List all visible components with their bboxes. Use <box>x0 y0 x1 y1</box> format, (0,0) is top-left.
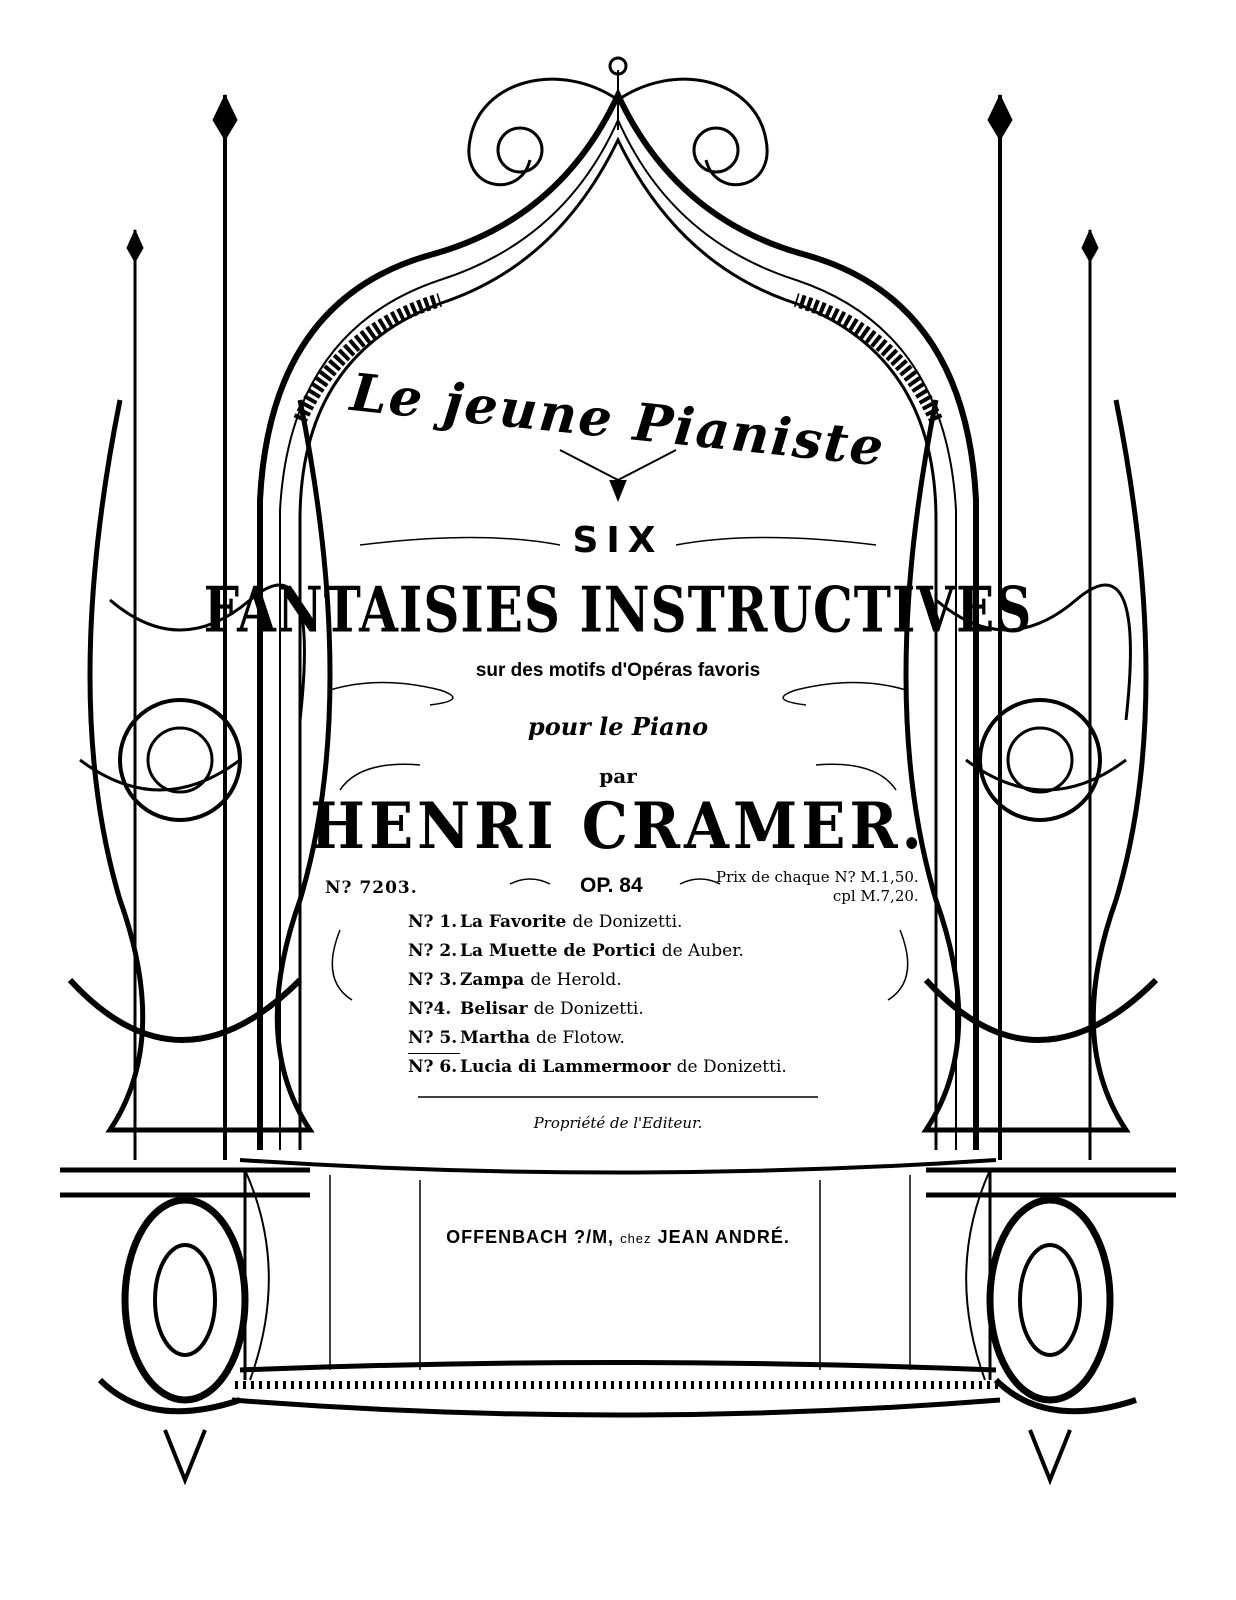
works-list <box>408 908 787 1082</box>
count-heading: SIX <box>572 520 664 561</box>
list-item <box>408 937 787 966</box>
work-title: Martha <box>460 1028 531 1048</box>
copyright-notice: Propriété de l'Editeur. <box>533 1114 703 1132</box>
drapery-curtain <box>232 1160 1000 1415</box>
work-composer: de Herold. <box>530 970 622 990</box>
list-item <box>408 908 787 937</box>
list-item <box>408 1024 787 1053</box>
work-composer: de Donizetti. <box>533 999 644 1019</box>
main-title: FANTAISIES INSTRUCTIVES <box>203 572 1033 647</box>
instrument-line: pour le Piano <box>527 712 709 741</box>
work-number: N? 2. <box>408 941 458 961</box>
work-title: La Favorite <box>460 912 567 932</box>
list-item <box>408 966 787 995</box>
work-title: La Muette de Portici <box>460 941 656 961</box>
series-title: Le jeune Pianiste <box>347 361 889 479</box>
price-complete: cpl M.7,20. <box>832 887 919 905</box>
work-number: N? 5. <box>408 1024 460 1054</box>
publisher-city: OFFENBACH ?/M, <box>446 1227 615 1247</box>
work-number: N? 1. <box>408 912 458 932</box>
price-each: Prix de chaque N? M.1,50. <box>716 868 919 886</box>
work-composer: de Auber. <box>661 941 744 961</box>
by-line: par <box>599 764 637 788</box>
work-number: N? 3. <box>408 970 458 990</box>
work-composer: de Flotow. <box>536 1028 625 1048</box>
subtitle: sur des motifs d'Opéras favoris <box>475 660 761 681</box>
work-number: N?4. <box>408 999 452 1019</box>
work-title: Lucia di Lammermoor <box>460 1057 671 1077</box>
list-item <box>408 995 787 1024</box>
work-title: Zampa <box>460 970 525 990</box>
plate-number: N? 7203. <box>325 878 418 898</box>
composer-name: HENRI CRAMER. <box>310 788 926 864</box>
publisher-chez: chez <box>620 1231 652 1246</box>
work-composer: de Donizetti. <box>676 1057 787 1077</box>
work-composer: de Donizetti. <box>572 912 683 932</box>
publisher-line <box>0 1227 1236 1248</box>
price-block <box>716 868 919 906</box>
publisher-name: JEAN ANDRÉ. <box>657 1227 790 1247</box>
work-number: N? 6. <box>408 1057 458 1077</box>
work-title: Belisar <box>460 999 528 1019</box>
opus-number: OP. 84 <box>580 874 643 897</box>
list-item <box>408 1053 787 1082</box>
